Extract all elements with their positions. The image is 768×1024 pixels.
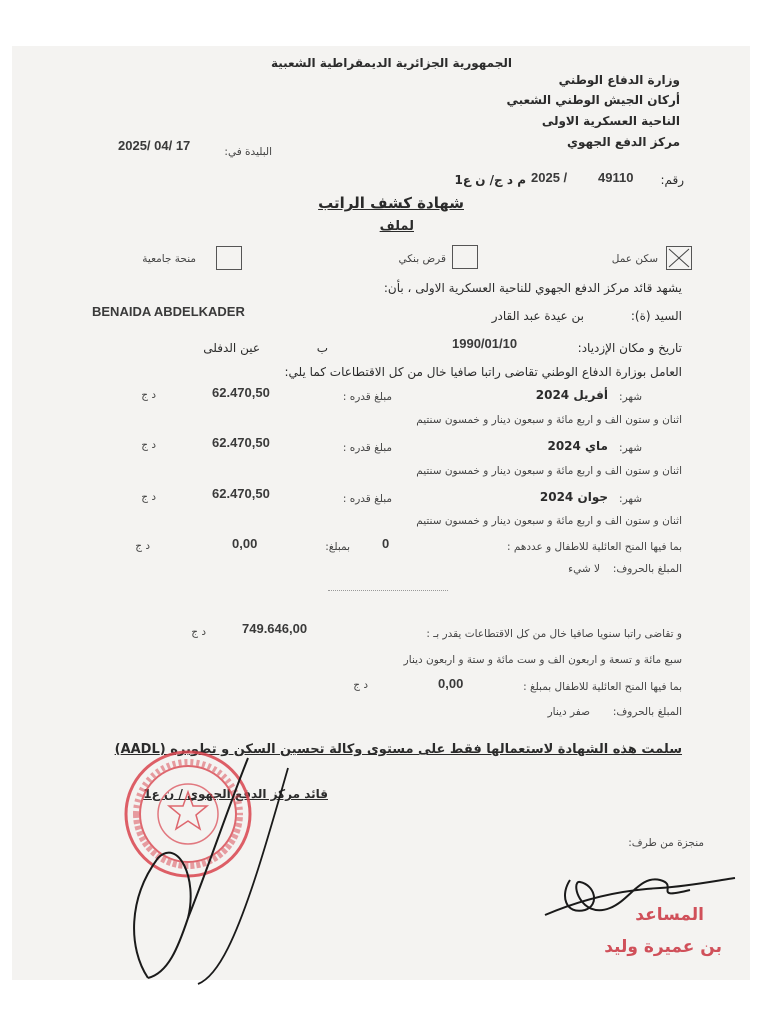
amount-label: مبلغ قدره : bbox=[342, 493, 392, 505]
separator bbox=[328, 590, 448, 591]
ref-year: 2025 / bbox=[531, 170, 568, 185]
signer-title: المساعد bbox=[635, 905, 704, 925]
checkbox-housing[interactable] bbox=[666, 246, 692, 270]
stamp-authority-line: قائد مركز الدفع الجهوي / ن ع1 bbox=[143, 787, 328, 801]
option-loan-label: قرض بنكي bbox=[398, 253, 446, 265]
annual-family-currency: د ج bbox=[353, 679, 368, 691]
family-words-label: المبلغ بالحروف: bbox=[612, 563, 682, 575]
region-line: الناحية العسكرية الاولى bbox=[541, 114, 680, 128]
usage-notice: سلمت هذه الشهادة لاستعمالها فقط على مستوى وكالة تحسين السكن و تطويره (AADL) bbox=[114, 742, 682, 757]
annual-words: سبع مائة و تسعة و اربعون الف و ست مائة و ستة و اربعون دينار bbox=[403, 654, 682, 666]
annual-words-label: المبلغ بالحروف: bbox=[612, 706, 682, 718]
month-amount: 62.470,50 bbox=[212, 385, 270, 400]
document-title: شهادة كشف الراتب bbox=[318, 194, 464, 212]
mr-label: السيد (ة): bbox=[630, 309, 682, 323]
ministry-line: وزارة الدفاع الوطني bbox=[558, 73, 680, 87]
family-amount-label: بمبلغ: bbox=[325, 541, 350, 553]
family-words: لا شيء bbox=[568, 563, 600, 575]
checkbox-loan[interactable] bbox=[452, 245, 478, 269]
family-label: بما فيها المنح العائلية للاطفال و عددهم : bbox=[506, 541, 682, 553]
family-amount: 0,00 bbox=[232, 536, 258, 551]
staff-line: أركان الجيش الوطني الشعبي bbox=[506, 93, 680, 107]
document-subtitle: لملف bbox=[379, 219, 414, 234]
month-label: شهر: bbox=[619, 391, 642, 403]
ref-number: 49110 bbox=[598, 170, 634, 185]
month-amount: 62.470,50 bbox=[212, 435, 270, 450]
checkmark-x-icon bbox=[667, 247, 691, 269]
birth-label: تاريخ و مكان الإزدياد: bbox=[577, 341, 682, 355]
month-label: شهر: bbox=[619, 442, 642, 454]
currency: د ج bbox=[141, 439, 156, 451]
center-line: مركز الدفع الجهوي bbox=[566, 135, 680, 149]
commander-signature-icon bbox=[128, 748, 318, 988]
annual-amount: 749.646,00 bbox=[242, 621, 308, 636]
prepared-by-label: منجزة من طرف: bbox=[628, 837, 704, 849]
option-housing-label: سكن عمل bbox=[611, 253, 658, 265]
place-label: البليدة في: bbox=[224, 146, 272, 158]
intro-text: يشهد قائد مركز الدفع الجهوي للناحية العسكرية الاولى ، بأن: bbox=[383, 281, 682, 295]
issue-date: 2025/ 04/ 17 bbox=[118, 138, 191, 153]
family-currency: د ج bbox=[135, 540, 150, 552]
birth-date: 1990/01/10 bbox=[452, 336, 518, 351]
name-arabic: بن عيدة عبد القادر bbox=[491, 309, 584, 323]
annual-label: و تقاضى راتبا سنويا صافيا خال من كل الاقتطاعات يقدر بـ : bbox=[426, 628, 682, 640]
ref-label: رقم: bbox=[660, 173, 684, 187]
currency: د ج bbox=[141, 491, 156, 503]
month-value: أفريل 2024 bbox=[535, 388, 608, 402]
option-scholarship-label: منحة جامعية bbox=[142, 253, 196, 265]
name-latin: BENAIDA ABDELKADER bbox=[92, 304, 245, 319]
amount-label: مبلغ قدره : bbox=[342, 442, 392, 454]
amount-words: اثنان و ستون الف و اربع مائة و سبعون دينار و خمسون سنتيم bbox=[416, 414, 682, 426]
ref-suffix: م د ج/ ن ع1 bbox=[454, 173, 526, 187]
family-count: 0 bbox=[382, 536, 390, 551]
annual-currency: د ج bbox=[191, 626, 206, 638]
republic-header: الجمهورية الجزائرية الديمقراطية الشعبية bbox=[270, 56, 512, 70]
month-value: ماي 2024 bbox=[547, 439, 608, 453]
amount-label: مبلغ قدره : bbox=[342, 391, 392, 403]
month-value: جوان 2024 bbox=[539, 490, 608, 504]
statement-text: العامل بوزارة الدفاع الوطني تقاضى راتبا صافيا خال من كل الاقتطاعات كما يلي: bbox=[284, 365, 682, 379]
birth-place: عين الدفلى bbox=[203, 341, 260, 355]
birth-prep: ب bbox=[316, 341, 328, 355]
month-label: شهر: bbox=[619, 493, 642, 505]
annual-family-amount: 0,00 bbox=[438, 676, 464, 691]
signer-name: بن عميرة وليد bbox=[604, 937, 722, 957]
annual-family-label: بما فيها المنح العائلية للاطفال بمبلغ : bbox=[523, 681, 682, 693]
amount-words: اثنان و ستون الف و اربع مائة و سبعون دينار و خمسون سنتيم bbox=[416, 515, 682, 527]
month-amount: 62.470,50 bbox=[212, 486, 270, 501]
currency: د ج bbox=[141, 389, 156, 401]
checkbox-scholarship[interactable] bbox=[216, 246, 242, 270]
amount-words: اثنان و ستون الف و اربع مائة و سبعون دينار و خمسون سنتيم bbox=[416, 465, 682, 477]
annual-family-words: صفر دينار bbox=[547, 706, 590, 718]
